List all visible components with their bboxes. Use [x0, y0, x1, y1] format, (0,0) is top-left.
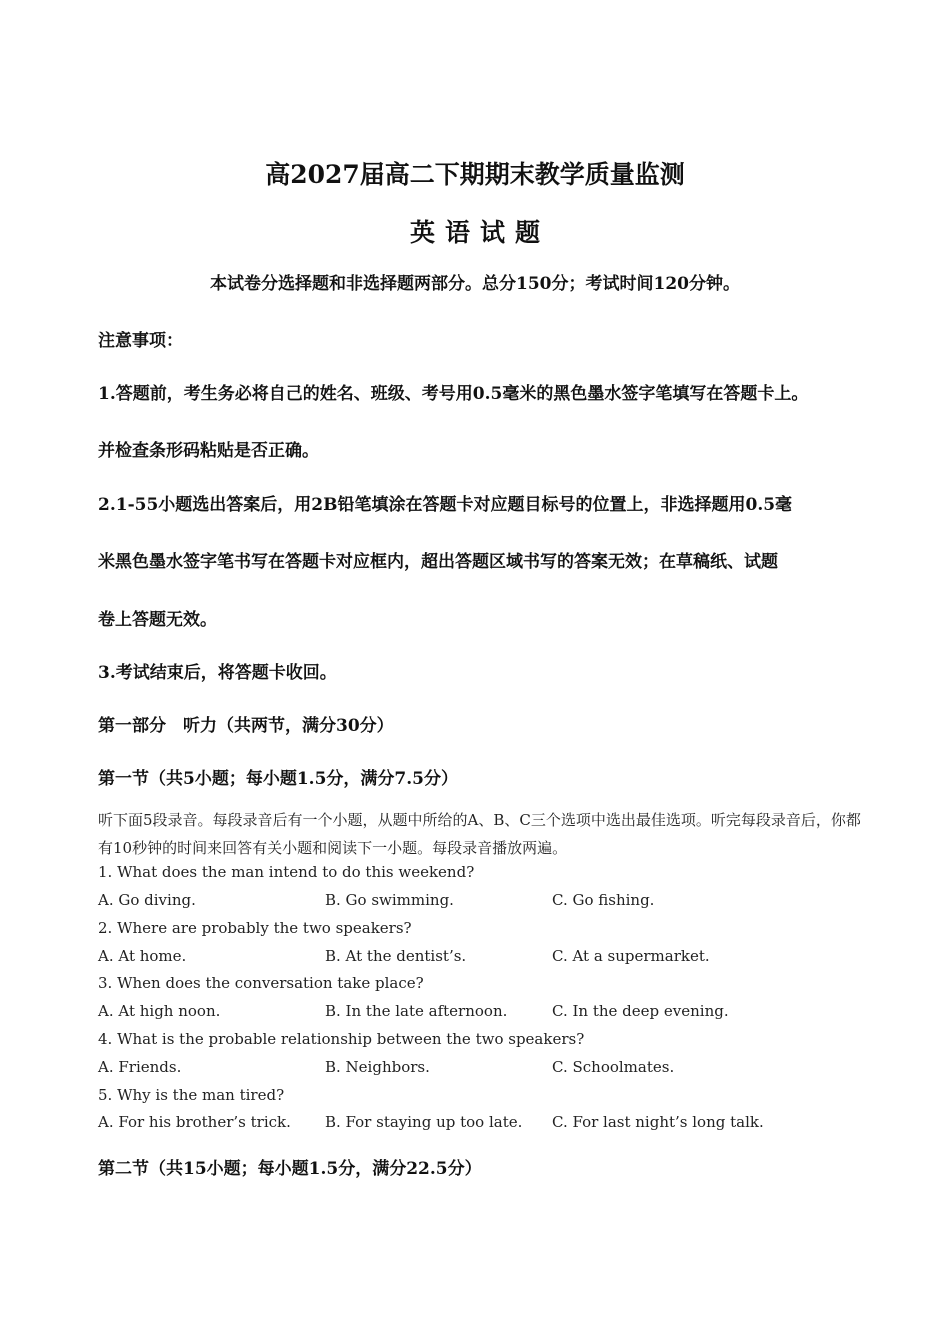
question-4-option-c: C. Schoolmates. — [552, 1058, 675, 1076]
question-4-option-b: B. Neighbors. — [325, 1058, 430, 1076]
question-2-stem: 2. Where are probably the two speakers? — [98, 919, 412, 937]
note-item-3: 3.考试结束后，将答题卡收回。 — [98, 663, 337, 683]
note-item-2-line-2: 米黑色墨水签字笔书写在答题卡对应框内，超出答题区域书写的答案无效；在草稿纸、试题 — [98, 552, 778, 572]
question-1-option-a: A. Go diving. — [98, 891, 196, 909]
question-3-option-c: C. In the deep evening. — [552, 1002, 729, 1020]
question-1-stem: 1. What does the man intend to do this weekend? — [98, 863, 475, 881]
note-item-2-line-1: 2.1-55小题选出答案后，用2B铅笔填涂在答题卡对应题目标号的位置上，非选择题用0.5毫 — [98, 495, 793, 515]
section-1-heading: 第一节（共5小题；每小题1.5分，满分7.5分） — [98, 769, 458, 789]
exam-info-line: 本试卷分选择题和非选择题两部分。总分150分；考试时间120分钟。 — [210, 274, 740, 294]
section-1-directions: 听下面5段录音。每段录音后有一个小题，从题中所给的A、B、C三个选项中选出最佳选项。听完每段录音后，你都有10秒钟的时间来回答有关小题和阅读下一小题。每段录音播放两遍。 — [98, 811, 861, 857]
question-5-option-b: B. For staying up too late. — [325, 1113, 523, 1131]
question-1-option-b: B. Go swimming. — [325, 891, 454, 909]
question-1-option-c: C. Go fishing. — [552, 891, 655, 909]
question-3-stem: 3. When does the conversation take place? — [98, 974, 424, 992]
question-5-option-a: A. For his brother’s trick. — [98, 1113, 291, 1131]
note-item-2-line-3: 卷上答题无效。 — [98, 610, 217, 630]
question-2-option-a: A. At home. — [98, 947, 187, 965]
exam-main-title: 高2027届高二下期期末教学质量监测 — [265, 160, 685, 189]
question-5-stem: 5. Why is the man tired? — [98, 1086, 285, 1104]
question-4-stem: 4. What is the probable relationship between the two speakers? — [98, 1030, 585, 1048]
exam-subject-title: 英语试题 — [409, 218, 550, 247]
question-2-option-b: B. At the dentist’s. — [325, 947, 467, 965]
question-4-option-a: A. Friends. — [98, 1058, 182, 1076]
question-2-option-c: C. At a supermarket. — [552, 947, 710, 965]
section-2-heading: 第二节（共15小题；每小题1.5分，满分22.5分） — [98, 1159, 482, 1179]
question-3-option-a: A. At high noon. — [98, 1002, 221, 1020]
question-3-option-b: B. In the late afternoon. — [325, 1002, 508, 1020]
question-5-option-c: C. For last night’s long talk. — [552, 1113, 764, 1131]
notes-heading: 注意事项： — [98, 331, 183, 351]
note-item-1-line-2: 并检查条形码粘贴是否正确。 — [98, 441, 319, 461]
note-item-1-line-1: 1.答题前，考生务必将自己的姓名、班级、考号用0.5毫米的黑色墨水签字笔填写在答题卡上。 — [98, 384, 809, 404]
part-1-heading: 第一部分 听力（共两节，满分30分） — [98, 716, 394, 736]
